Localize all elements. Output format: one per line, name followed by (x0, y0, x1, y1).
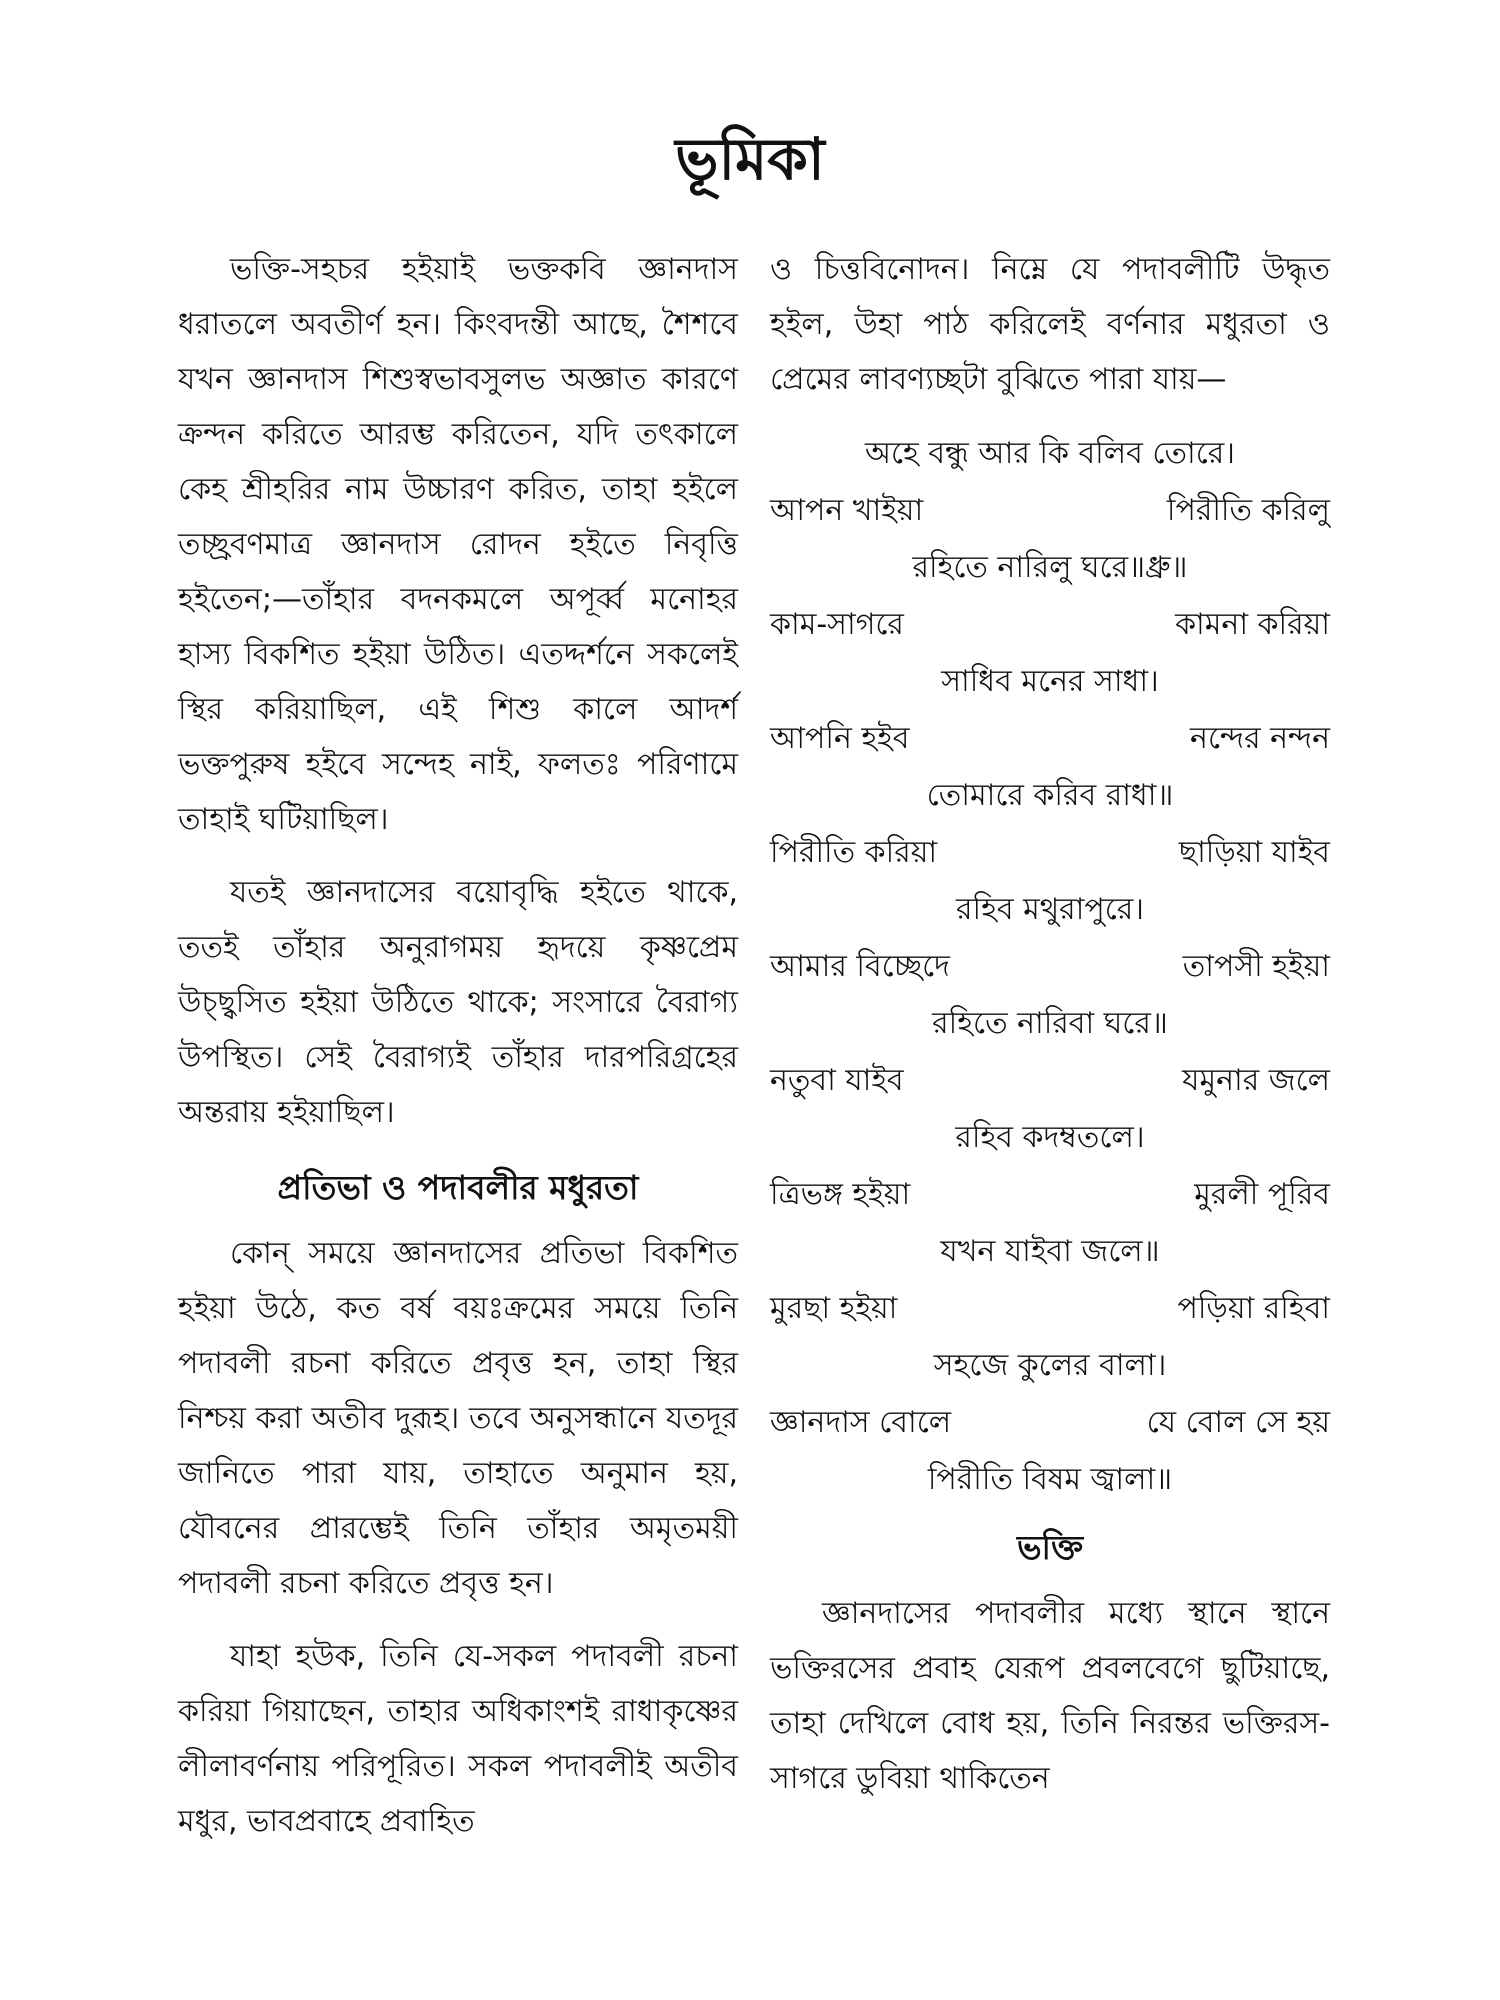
left-column (178, 242, 738, 1867)
poem-half-right: পিরীতি করিলু (1166, 493, 1330, 528)
poem-line: পিরীতি বিষম জ্বালা॥ (927, 1462, 1173, 1497)
poem-line (770, 710, 1330, 767)
poem-line: রহিব কদম্বতলে। (955, 1120, 1145, 1155)
paragraph-intro: ভক্তি-সহচর হইয়াই ভক্তকবি জ্ঞানদাস ধরাতলে অবতীর্ণ হন। কিংবদন্তী আছে, শৈশবে যখন জ্ঞানদাস শিশুস্বভাবসুলভ অজ্ঞাত কারণে ক্রন্দন করিতে আরম্ভ করিতেন, যদি তৎকালে কেহ শ্রীহরির নাম উচ্চারণ করিত, তাহা হইলে তচ্ছ্রবণমাত্র জ্ঞানদাস রোদন হইতে নিবৃত্তি হইতেন;—তাঁহার বদনকমলে অপূর্ব্ব মনোহর হাস্য বিকশিত হইয়া উঠিত। এতদ্দর্শনে সকলেই স্থির করিয়াছিল, এই শিশু কালে আদর্শ ভক্তপুরুষ হইবে সন্দেহ নাই, ফলতঃ পরিণামে তাহাই ঘটিয়াছিল। (178, 252, 738, 837)
right-column (770, 242, 1330, 1824)
poem-half-right: ছাড়িয়া যাইব (1178, 835, 1330, 870)
poem-half-right: কামনা করিয়া (1175, 607, 1330, 642)
paragraph-devotion: জ্ঞানদাসের পদাবলীর মধ্যে স্থানে স্থানে ভক্তিরসের প্রবাহ যেরূপ প্রবলবেগে ছুটিয়াছে, তাহা দেখিলে বোধ হয়, তিনি নিরন্তর ভক্তিরস-সাগরে ডুবিয়া থাকিতেন (770, 1596, 1330, 1796)
poem-half-right: যে বোল সে হয় (1146, 1405, 1330, 1440)
poem-half-left: মুরছা হইয়া (770, 1291, 898, 1326)
poem-line (770, 1280, 1330, 1337)
poem-line: সাধিব মনের সাধা। (941, 664, 1159, 699)
poem-half-left: আপন খাইয়া (770, 493, 924, 528)
poem-half-left: জ্ঞানদাস বোলে (770, 1405, 952, 1440)
poem-line: রহিব মথুরাপুরে। (955, 892, 1144, 927)
poem-half-left: ত্রিভঙ্গ হইয়া (770, 1177, 911, 1212)
poem-half-right: পড়িয়া রহিবা (1177, 1291, 1330, 1326)
poem-line: রহিতে নারিলু ঘরে॥ধ্রু॥ (912, 550, 1188, 585)
poem-half-left: নতুবা যাইব (770, 1063, 904, 1098)
poem-line (770, 1166, 1330, 1223)
section-heading-talent: প্রতিভা ও পদাবলীর মধুরতা (277, 1168, 639, 1207)
poem-line: যখন যাইবা জলে॥ (940, 1234, 1160, 1269)
poem-line (770, 824, 1330, 881)
poem (770, 425, 1330, 1508)
poem-half-right: মুরলী পূরিব (1194, 1177, 1330, 1212)
poem-line: সহজে কুলের বালা। (933, 1348, 1167, 1383)
poem-half-right: তাপসী হইয়া (1182, 949, 1330, 984)
poem-line: অহে বন্ধু আর কি বলিব তোরে। (865, 436, 1235, 471)
poem-line (770, 1052, 1330, 1109)
poem-line (770, 938, 1330, 995)
paragraph-talent: কোন্ সময়ে জ্ঞানদাসের প্রতিভা বিকশিত হইয়া উঠে, কত বর্ষ বয়ঃক্রমের সময়ে তিনি পদাবলী রচনা করিতে প্রবৃত্ত হন, তাহা স্থির নিশ্চয় করা অতীব দুরূহ। তবে অনুসন্ধানে যতদূর জানিতে পারা যায়, তাহাতে অনুমান হয়, যৌবনের প্রারম্ভেই তিনি তাঁহার অমৃতময়ী পদাবলী রচনা করিতে প্রবৃত্ত হন। (178, 1236, 738, 1601)
poem-line: তোমারে করিব রাধা॥ (926, 778, 1174, 813)
paragraph-padavali: যাহা হউক, তিনি যে-সকল পদাবলী রচনা করিয়া গিয়াছেন, তাহার অধিকাংশই রাধাকৃষ্ণের লীলাবর্ণনায় পরিপূরিত। সকল পদাবলীই অতীব মধুর, ভাবপ্রবাহে প্রবাহিত (178, 1639, 738, 1839)
poem-half-left: পিরীতি করিয়া (770, 835, 938, 870)
poem-line: রহিতে নারিবা ঘরে॥ (932, 1006, 1168, 1041)
paragraph-youth: যতই জ্ঞানদাসের বয়োবৃদ্ধি হইতে থাকে, ততই তাঁহার অনুরাগময় হৃদয়ে কৃষ্ণপ্রেম উচ্ছ্বসিত হইয়া উঠিতে থাকে; সংসারে বৈরাগ্য উপস্থিত। সেই বৈরাগ্যই তাঁহার দারপরিগ্রহের অন্তরায় হইয়াছিল। (178, 875, 738, 1130)
poem-half-right: যমুনার জলে (1182, 1063, 1330, 1098)
poem-line (770, 1394, 1330, 1451)
poem-line (770, 482, 1330, 539)
poem-half-left: আপনি হইব (770, 721, 910, 756)
paragraph-continuation: ও চিত্তবিনোদন। নিম্নে যে পদাবলীটি উদ্ধৃত হইল, উহা পাঠ করিলেই বর্ণনার মধুরতা ও প্রেমের লাবণ্যচ্ছটা বুঝিতে পারা যায়— (770, 252, 1330, 397)
page-title: ভূমিকা (675, 125, 825, 193)
section-heading-devotion: ভক্তি (1016, 1528, 1084, 1567)
poem-half-left: আমার বিচ্ছেদে (770, 949, 950, 984)
poem-line (770, 596, 1330, 653)
poem-half-left: কাম-সাগরে (770, 607, 904, 642)
poem-half-right: নন্দের নন্দন (1190, 721, 1330, 756)
